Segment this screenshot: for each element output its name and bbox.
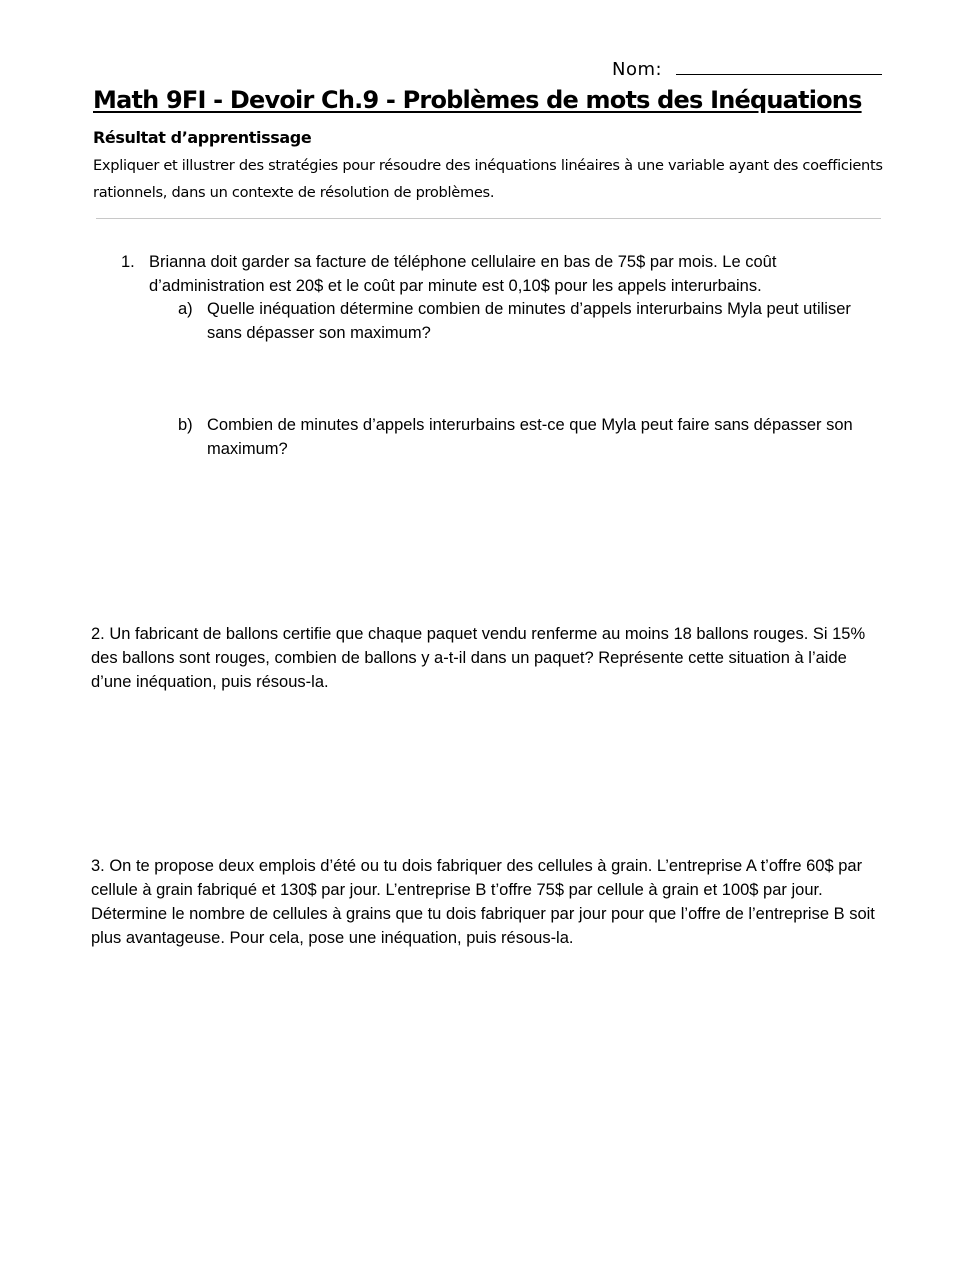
question-1-number: 1. [121, 253, 135, 271]
name-label: Nom: [612, 59, 663, 80]
name-blank-line [676, 58, 882, 75]
question-1a-text: Quelle inéquation détermine combien de minutes d’appels interurbains Myla peut utiliser sans dépasser son maximum? [207, 300, 851, 342]
question-1a-label: a) [178, 300, 193, 318]
question-1-text: Brianna doit garder sa facture de téléphone cellulaire en bas de 75$ par mois. Le coût d’administration est 20$ et le coût par minute est 0,10$ pour les appels interurbains. [149, 253, 777, 295]
question-1b-label: b) [178, 416, 193, 434]
learning-outcome-text: Expliquer et illustrer des stratégies pour résoudre des inéquations linéaires à une variable ayant des coefficients rationnels, dans un contexte de résolution de problèmes. [93, 157, 883, 201]
learning-outcome-heading: Résultat d’apprentissage [93, 128, 312, 147]
question-2-text: 2. Un fabricant de ballons certifie que chaque paquet vendu renferme au moins 18 ballons rouges. Si 15% des ballons sont rouges, combien de ballons y a-t-il dans un paquet? Représente cette situation à l’aide d’une inéquation, puis résous-la. [91, 625, 866, 691]
divider [96, 218, 881, 219]
name-field [612, 58, 882, 80]
page-title: Math 9FI - Devoir Ch.9 - Problèmes de mots des Inéquations [93, 86, 862, 114]
question-1b-text: Combien de minutes d’appels interurbains est-ce que Myla peut faire sans dépasser son maximum? [207, 416, 853, 458]
question-3-text: 3. On te propose deux emplois d’été ou tu dois fabriquer des cellules à grain. L’entreprise A t’offre 60$ par cellule à grain fabriqué et 130$ par jour. L’entreprise B t’offre 75$ par cellule à grain et 100$ par jour. Détermine le nombre de cellules à grains que tu dois fabriquer par jour pour que l’offre de l’entreprise B soit plus avantageuse. Pour cela, pose une inéquation, puis résous-la. [91, 857, 875, 947]
